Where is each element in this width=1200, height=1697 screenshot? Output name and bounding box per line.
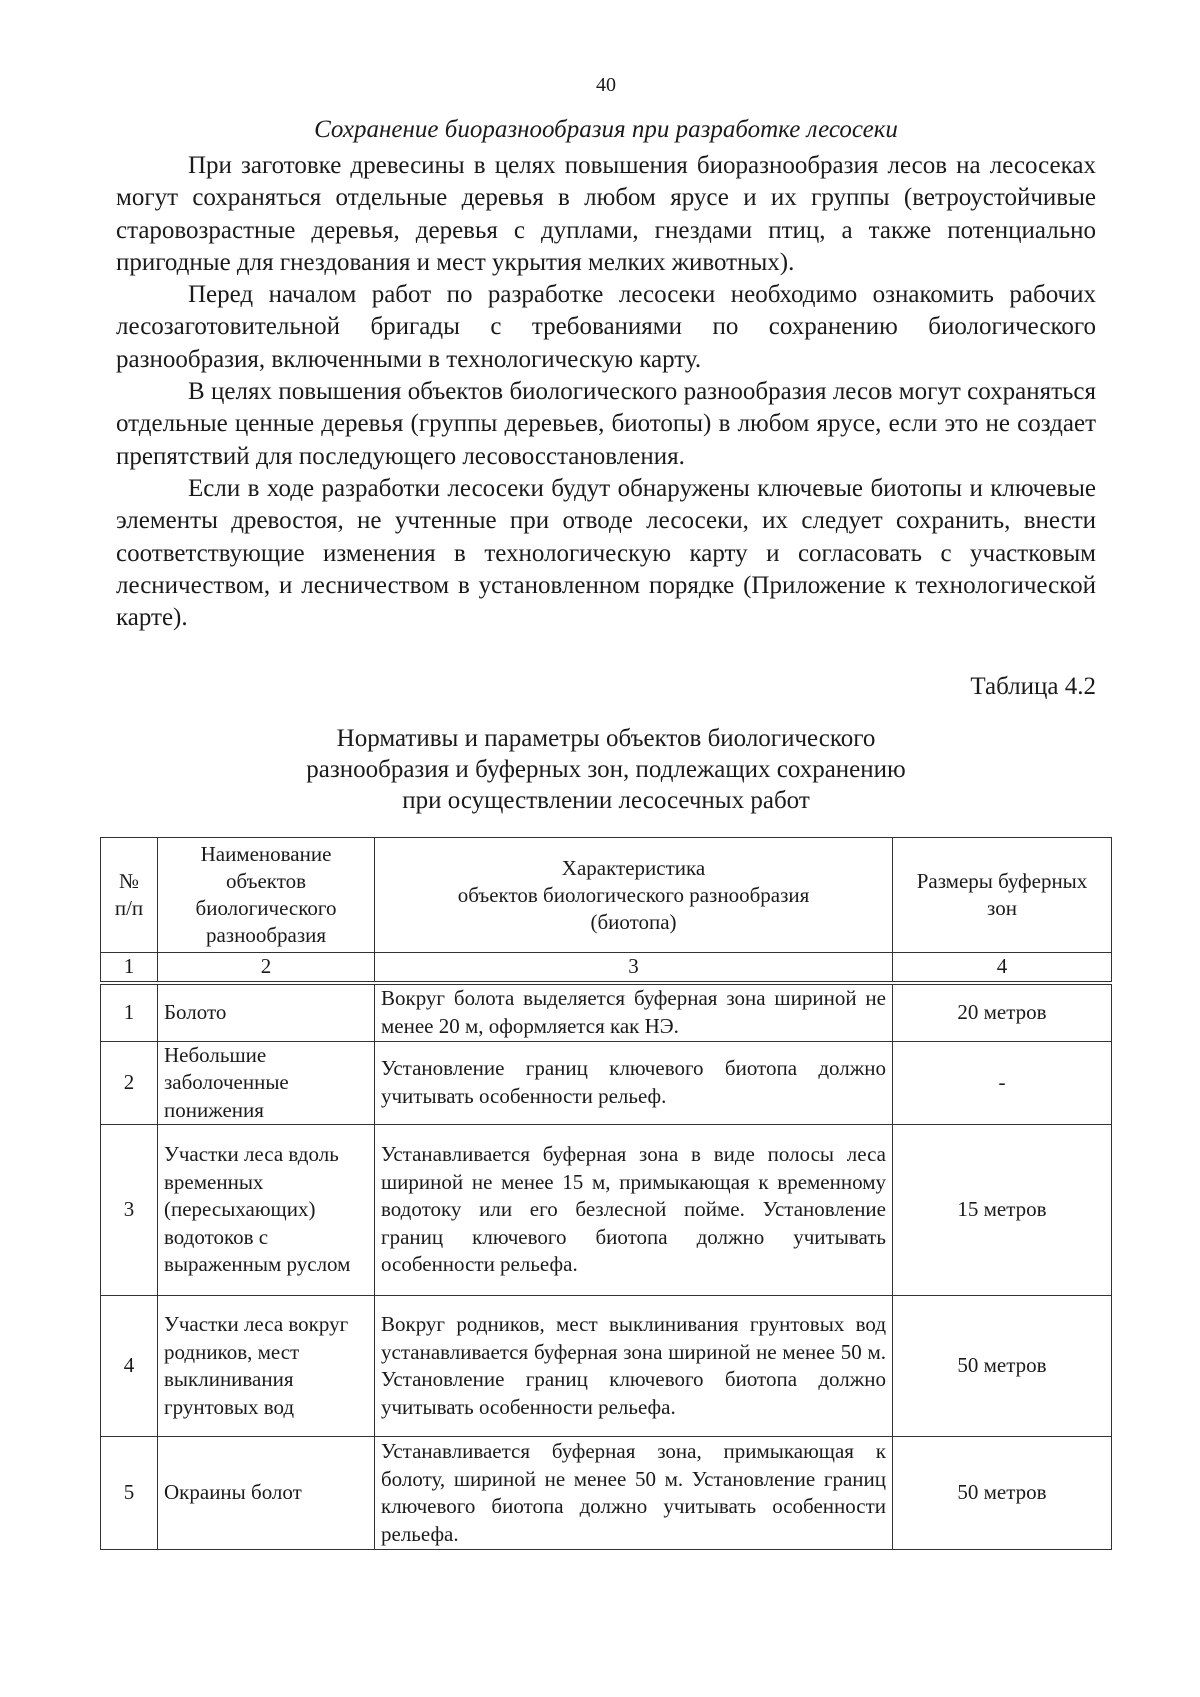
row-num: 2	[101, 1041, 158, 1125]
header-desc	[375, 838, 893, 953]
row-buffer: 50 метров	[893, 1437, 1112, 1550]
column-number: 4	[893, 953, 1112, 983]
row-buffer: 50 метров	[893, 1296, 1112, 1437]
header-line: разнообразия	[205, 923, 327, 947]
header-line: №	[118, 869, 140, 893]
table-row	[101, 1125, 1112, 1296]
row-desc: Вокруг болота выделяется буферная зона шириной не менее 20 м, оформляется как НЭ.	[375, 983, 893, 1042]
row-num: 1	[101, 983, 158, 1042]
paragraph: При заготовке древесины в целях повышения биоразнообразия лесов на лесосеках могут сохраняться отдельные деревья в любом ярусе и их группы (ветроустойчивые старовозрастные деревья, деревья с дуплами, гнездами птиц, а также потенциально пригодные для гнездования и мест укрытия мелких животных).	[116, 152, 1096, 276]
norms-table	[100, 837, 1112, 1550]
table-row	[101, 1296, 1112, 1437]
header-line: объектов	[225, 869, 307, 893]
row-desc: Установление границ ключевого биотопа должно учитывать особенности рельеф.	[375, 1041, 893, 1125]
header-line: Размеры буферных	[916, 869, 1088, 893]
header-line: биологического	[195, 896, 337, 920]
row-name: Участки леса вдоль временных (пересыхающих) водотоков с выраженным руслом	[158, 1125, 375, 1296]
page-number: 40	[596, 74, 616, 96]
table-label: Таблица 4.2	[970, 673, 1096, 700]
column-number: 3	[375, 953, 893, 983]
row-num: 5	[101, 1437, 158, 1550]
table-caption-line: разнообразия и буферных зон, подлежащих сохранению	[306, 756, 906, 783]
table-row	[101, 983, 1112, 1042]
header-line: (биотопа)	[590, 909, 677, 934]
paragraph: В целях повышения объектов биологического разнообразия лесов могут сохраняться отдельные ценные деревья (группы деревьев, биотопы) в любом ярусе, если это не создает препятствий для последующего лесовосстановления.	[116, 378, 1096, 470]
column-number-row	[101, 953, 1112, 983]
column-number: 1	[101, 953, 158, 983]
table-caption-line: Нормативы и параметры объектов биологического	[336, 725, 876, 752]
row-name: Участки леса вокруг родников, мест выклинивания грунтовых вод	[158, 1296, 375, 1437]
body-text	[116, 150, 1096, 634]
table-header-row	[101, 838, 1112, 953]
row-buffer: 15 метров	[893, 1125, 1112, 1296]
section-title: Сохранение биоразнообразия при разработке лесосеки	[314, 116, 898, 143]
header-buffer	[893, 838, 1112, 953]
row-name: Болото	[158, 983, 375, 1042]
header-line: Характеристика	[561, 855, 706, 880]
row-buffer: -	[893, 1041, 1112, 1125]
header-line: п/п	[114, 896, 144, 920]
table-row	[101, 1437, 1112, 1550]
header-line: объектов биологического разнообразия	[457, 882, 810, 907]
row-buffer: 20 метров	[893, 983, 1112, 1042]
paragraph: Если в ходе разработки лесосеки будут обнаружены ключевые биотопы и ключевые элементы древостоя, не учтенные при отводе лесосеки, их следует сохранить, внести соответствующие изменения в технологическую карту и согласовать с участковым лесничеством, и лесничеством в установленном порядке (Приложение к технологической карте).	[116, 474, 1096, 632]
header-line: зон	[987, 896, 1017, 920]
row-name: Окраины болот	[158, 1437, 375, 1550]
row-desc: Устанавливается буферная зона, примыкающая к болоту, шириной не менее 50 м. Установление границ ключевого биотопа должно учитывать особенности рельефа.	[375, 1437, 893, 1550]
header-name	[158, 838, 375, 953]
table-caption-line: при осуществлении лесосечных работ	[402, 787, 810, 814]
row-desc: Вокруг родников, мест выклинивания грунтовых вод устанавливается буферная зона шириной не менее 50 м. Установление границ ключевого биотопа должно учитывать особенности рельефа.	[375, 1296, 893, 1437]
header-num	[101, 838, 158, 953]
paragraph: Перед началом работ по разработке лесосеки необходимо ознакомить рабочих лесозаготовительной бригады с требованиями по сохранению биологического разнообразия, включенными в технологическую карту.	[116, 281, 1096, 373]
row-num: 3	[101, 1125, 158, 1296]
row-name: Небольшие заболоченные понижения	[158, 1041, 375, 1125]
table-row	[101, 1041, 1112, 1125]
header-line: Наименование	[200, 842, 332, 866]
table-caption	[116, 723, 1096, 816]
row-num: 4	[101, 1296, 158, 1437]
column-number: 2	[158, 953, 375, 983]
row-desc: Устанавливается буферная зона в виде полосы леса шириной не менее 15 м, примыкающая к временному водотоку или его безлесной пойме. Установление границ ключевого биотопа должно учитывать особенности рельефа.	[375, 1125, 893, 1296]
